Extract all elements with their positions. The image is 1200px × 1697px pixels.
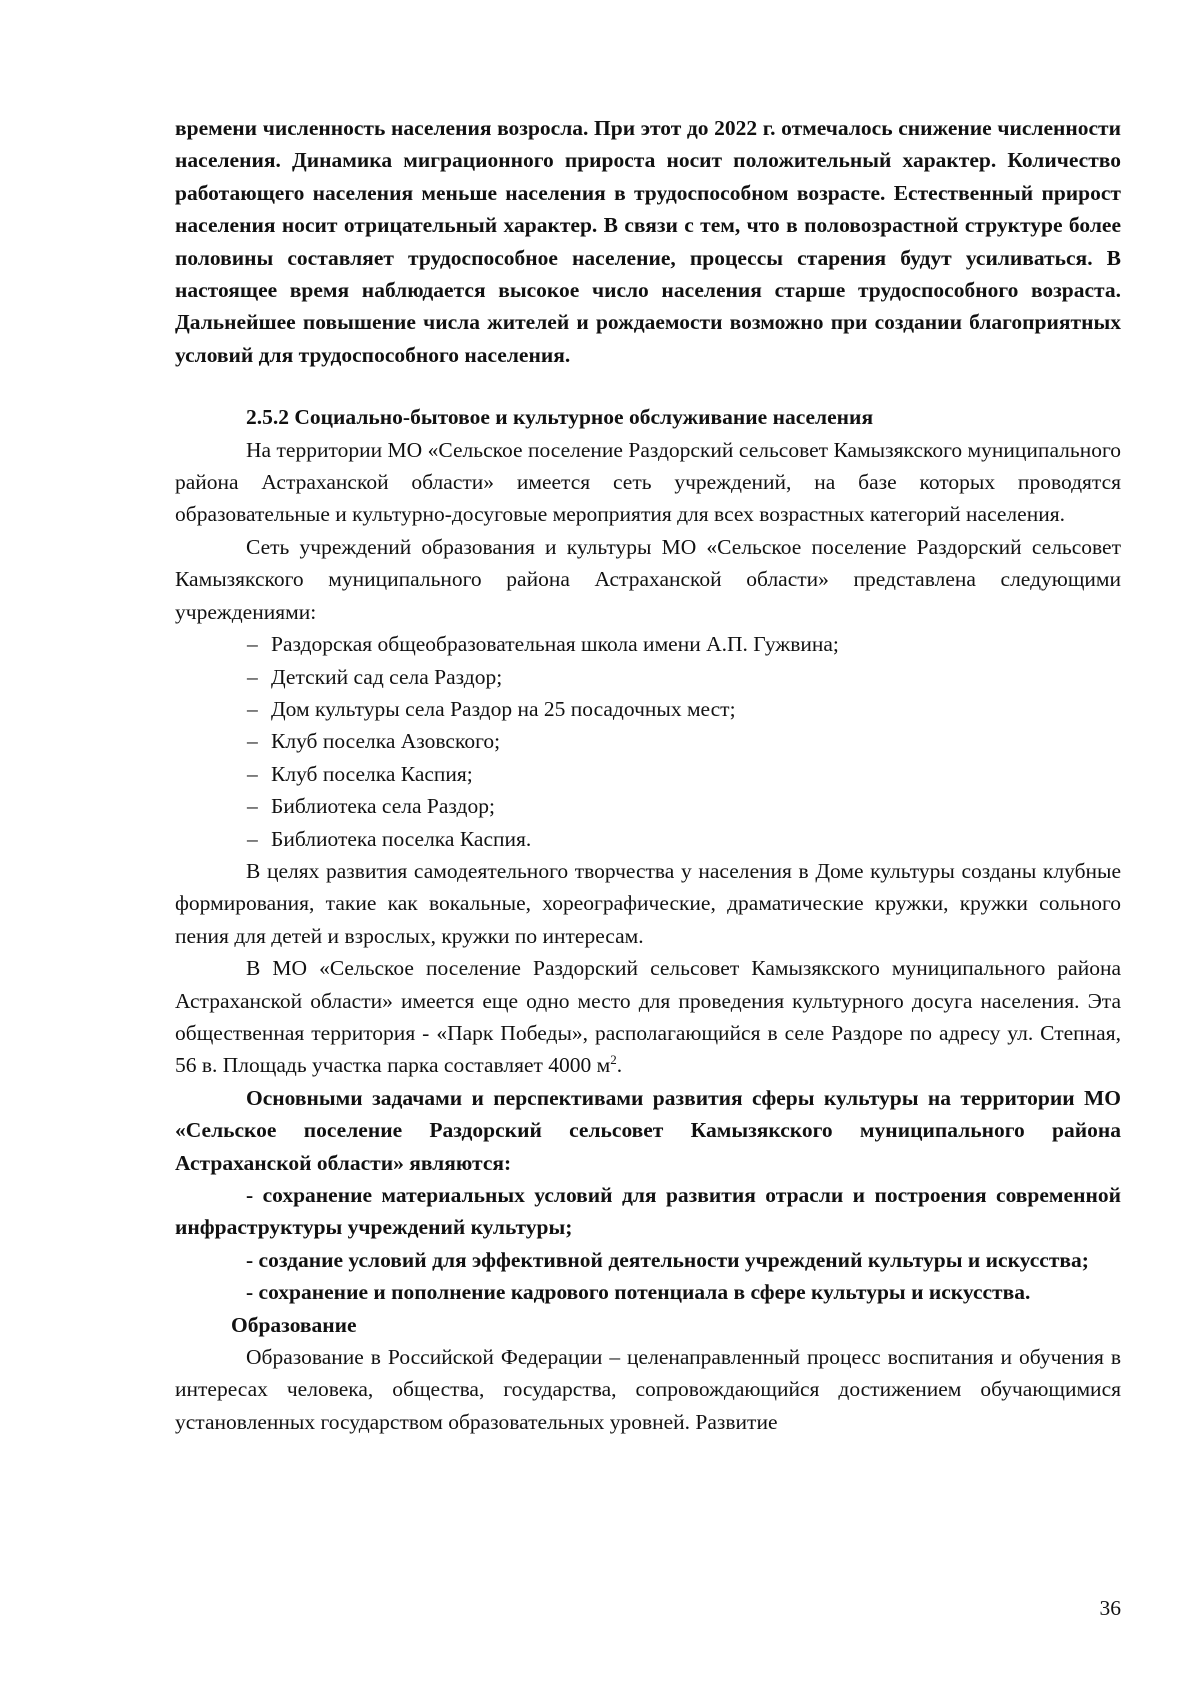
list-dash: –	[247, 826, 258, 851]
list-item	[175, 823, 1121, 855]
park-text: В МО «Сельское поселение Раздорский сельсовет Камызякского муниципального района Астраханской области» имеется еще одно место для проведения культурного досуга населения. Эта общественная территория - «Парк Победы», располагающийся в селе Раздоре по адресу ул. Степная, 56 в. Площадь участка парка составляет 4000 м	[175, 956, 1121, 1078]
superscript: 2	[610, 1052, 617, 1068]
list-item-text: Детский сад села Раздор;	[271, 664, 503, 689]
list-item	[175, 628, 1121, 660]
list-dash: –	[247, 794, 258, 819]
list-item	[175, 661, 1121, 693]
list-item-text: Библиотека села Раздор;	[271, 794, 495, 819]
institutions-list	[175, 628, 1121, 855]
task-item: - сохранение материальных условий для развития отрасли и построения современной инфраструктуры учреждений культуры;	[175, 1183, 1121, 1240]
task-item: - создание условий для эффективной деятельности учреждений культуры и искусства;	[246, 1247, 1089, 1272]
intro-paragraph: времени численность населения возросла. При этот до 2022 г. отмечалось снижение численности населения. Динамика миграционного прироста носит положительный характер. Количество работающего населения меньше населения в трудоспособном возрасте. Естественный прирост населения носит отрицательный характер. В связи с тем, что в половозрастной структуре более половины составляет трудоспособное население, процессы старения будут усиливаться. В настоящее время наблюдается высокое число населения старше трудоспособного возраста. Дальнейшее повышение числа жителей и рождаемости возможно при создании благоприятных условий для трудоспособного населения.	[175, 116, 1121, 367]
paragraph-clubs: В целях развития самодеятельного творчества у населения в Доме культуры созданы клубные формирования, такие как вокальные, хореографические, драматические кружки, кружки сольного пения для детей и взрослых, кружки по интересам.	[175, 858, 1121, 948]
list-dash: –	[247, 761, 258, 786]
paragraph-network: На территории МО «Сельское поселение Раздорский сельсовет Камызякского муниципального района Астраханской области» имеется сеть учреждений, на базе которых проводятся образовательные и культурно-досуговые мероприятия для всех возрастных категорий населения.	[175, 437, 1121, 527]
task-item: - сохранение и пополнение кадрового потенциала в сфере культуры и искусства.	[246, 1280, 1031, 1305]
paragraph-education: Образование в Российской Федерации – целенаправленный процесс воспитания и обучения в интересах человека, общества, государства, сопровождающийся достижением обучающимися установленных государством образовательных уровней. Развитие	[175, 1345, 1121, 1434]
section-heading: 2.5.2 Социально-бытовое и культурное обслуживание населения	[246, 405, 874, 430]
park-text-end: .	[616, 1053, 623, 1078]
paragraph-park	[175, 952, 1121, 1082]
list-item	[175, 758, 1121, 790]
tasks-intro: Основными задачами и перспективами развития сферы культуры на территории МО «Сельское поселение Раздорский сельсовет Камызякского муниципального района Астраханской области» являются:	[175, 1085, 1121, 1175]
document-page	[175, 112, 1121, 1438]
list-item-text: Библиотека поселка Каспия.	[271, 826, 532, 851]
education-heading: Образование	[231, 1312, 357, 1337]
list-item	[175, 693, 1121, 725]
list-item-text: Клуб поселка Азовского;	[271, 729, 501, 754]
list-item	[175, 790, 1121, 822]
list-item-text: Раздорская общеобразовательная школа имени А.П. Гужвина;	[271, 632, 839, 657]
list-item	[175, 725, 1121, 757]
list-dash: –	[247, 632, 258, 657]
list-dash: –	[247, 729, 258, 754]
paragraph-institutions-intro: Сеть учреждений образования и культуры МО «Сельское поселение Раздорский сельсовет Камызякского муниципального района Астраханской области» представлена следующими учреждениями:	[175, 534, 1121, 624]
list-dash: –	[247, 696, 258, 721]
list-dash: –	[247, 664, 258, 689]
list-item-text: Дом культуры села Раздор на 25 посадочных мест;	[271, 696, 736, 721]
page-number: 36	[1099, 1596, 1121, 1620]
list-item-text: Клуб поселка Каспия;	[271, 761, 473, 786]
